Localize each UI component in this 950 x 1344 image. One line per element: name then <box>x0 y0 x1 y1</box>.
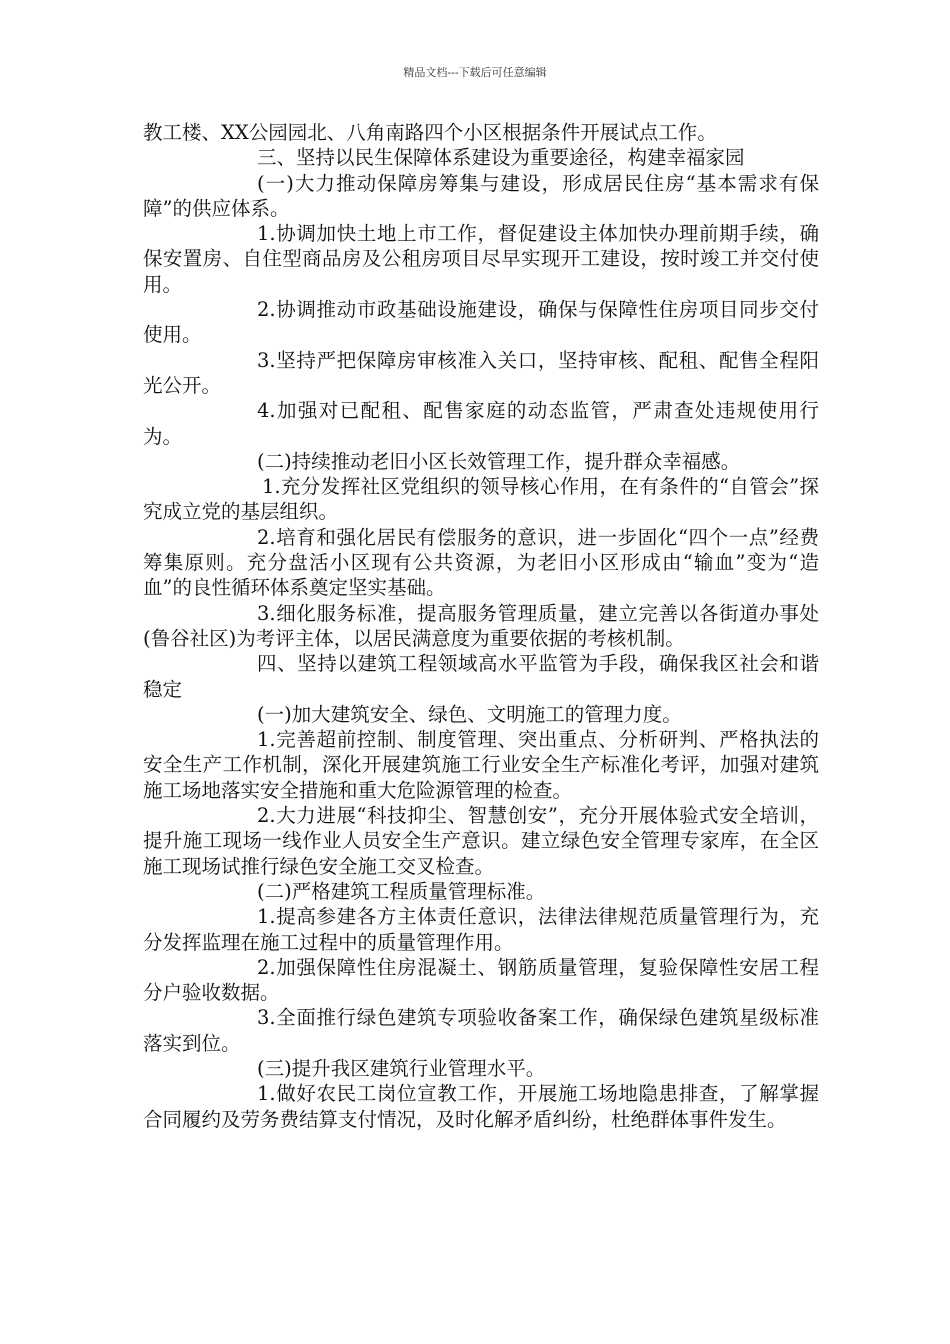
list-item: 2.培育和强化居民有偿服务的意识，进一步固化“四个一点”经费筹集原则。充分盘活小区现有公共资源，为老旧小区形成由“输血”变为“造血”的良性循环体系奠定坚实基础。 <box>143 525 819 600</box>
list-item: 3.坚持严把保障房审核准入关口，坚持审核、配租、配售全程阳光公开。 <box>143 348 819 397</box>
page-header: 精品文档---下载后可任意编辑 <box>403 66 547 79</box>
list-item: 1.完善超前控制、制度管理、突出重点、分析研判、严格执法的安全生产工作机制，深化开展建筑施工行业安全生产标准化考评，加强对建筑施工场地落实安全措施和重大危险源管理的检查。 <box>143 728 819 802</box>
list-item: 3.细化服务标准，提高服务管理质量，建立完善以各街道办事处(鲁谷社区)为考评主体，以居民满意度为重要依据的考核机制。 <box>143 601 819 650</box>
document-body <box>143 120 819 1132</box>
section-heading: 四、坚持以建筑工程领域高水平监管为手段，确保我区社会和谐稳定 <box>143 652 819 701</box>
subsection-heading: (一)加大建筑安全、绿色、文明施工的管理力度。 <box>257 702 682 726</box>
subsection-heading: (二)持续推动老旧小区长效管理工作，提升群众幸福感。 <box>257 449 741 473</box>
subsection-heading: (一)大力推动保障房筹集与建设，形成居民住房“基本需求有保障”的供应体系。 <box>143 171 819 220</box>
list-item: 2.大力进展“科技抑尘、智慧创安”，充分开展体验式安全培训，提升施工现场一线作业人员安全生产意识。建立绿色安全管理专家库，在全区施工现场试推行绿色安全施工交叉检查。 <box>143 804 819 878</box>
paragraph: 教工楼、XX公园园北、八角南路四个小区根据条件开展试点工作。 <box>143 121 717 144</box>
list-item: 1.协调加快土地上市工作，督促建设主体加快办理前期手续，确保安置房、自住型商品房及公租房项目尽早实现开工建设，按时竣工并交付使用。 <box>143 222 819 296</box>
list-item: 4.加强对已配租、配售家庭的动态监管，严肃查处违规使用行为。 <box>143 399 819 448</box>
list-item: 3.全面推行绿色建筑专项验收备案工作，确保绿色建筑星级标准落实到位。 <box>143 1006 819 1055</box>
subsection-heading: (二)严格建筑工程质量管理标准。 <box>257 879 546 903</box>
list-item: 2.加强保障性住房混凝土、钢筋质量管理，复验保障性安居工程分户验收数据。 <box>143 955 819 1005</box>
list-item: 1.提高参建各方主体责任意识，法律法律规范质量管理行为，充分发挥监理在施工过程中的质量管理作用。 <box>143 905 819 954</box>
subsection-heading: (三)提升我区建筑行业管理水平。 <box>257 1056 546 1080</box>
list-item: 2.协调推动市政基础设施建设，确保与保障性住房项目同步交付使用。 <box>143 298 819 347</box>
list-item: 1.做好农民工岗位宣教工作，开展施工场地隐患排查，了解掌握合同履约及劳务费结算支付情况，及时化解矛盾纠纷，杜绝群体事件发生。 <box>143 1082 819 1131</box>
list-item: 1.充分发挥社区党组织的领导核心作用，在有条件的“自管会”探究成立党的基层组织。 <box>143 475 819 524</box>
section-heading: 三、坚持以民生保障体系建设为重要途径，构建幸福家园 <box>257 146 745 170</box>
